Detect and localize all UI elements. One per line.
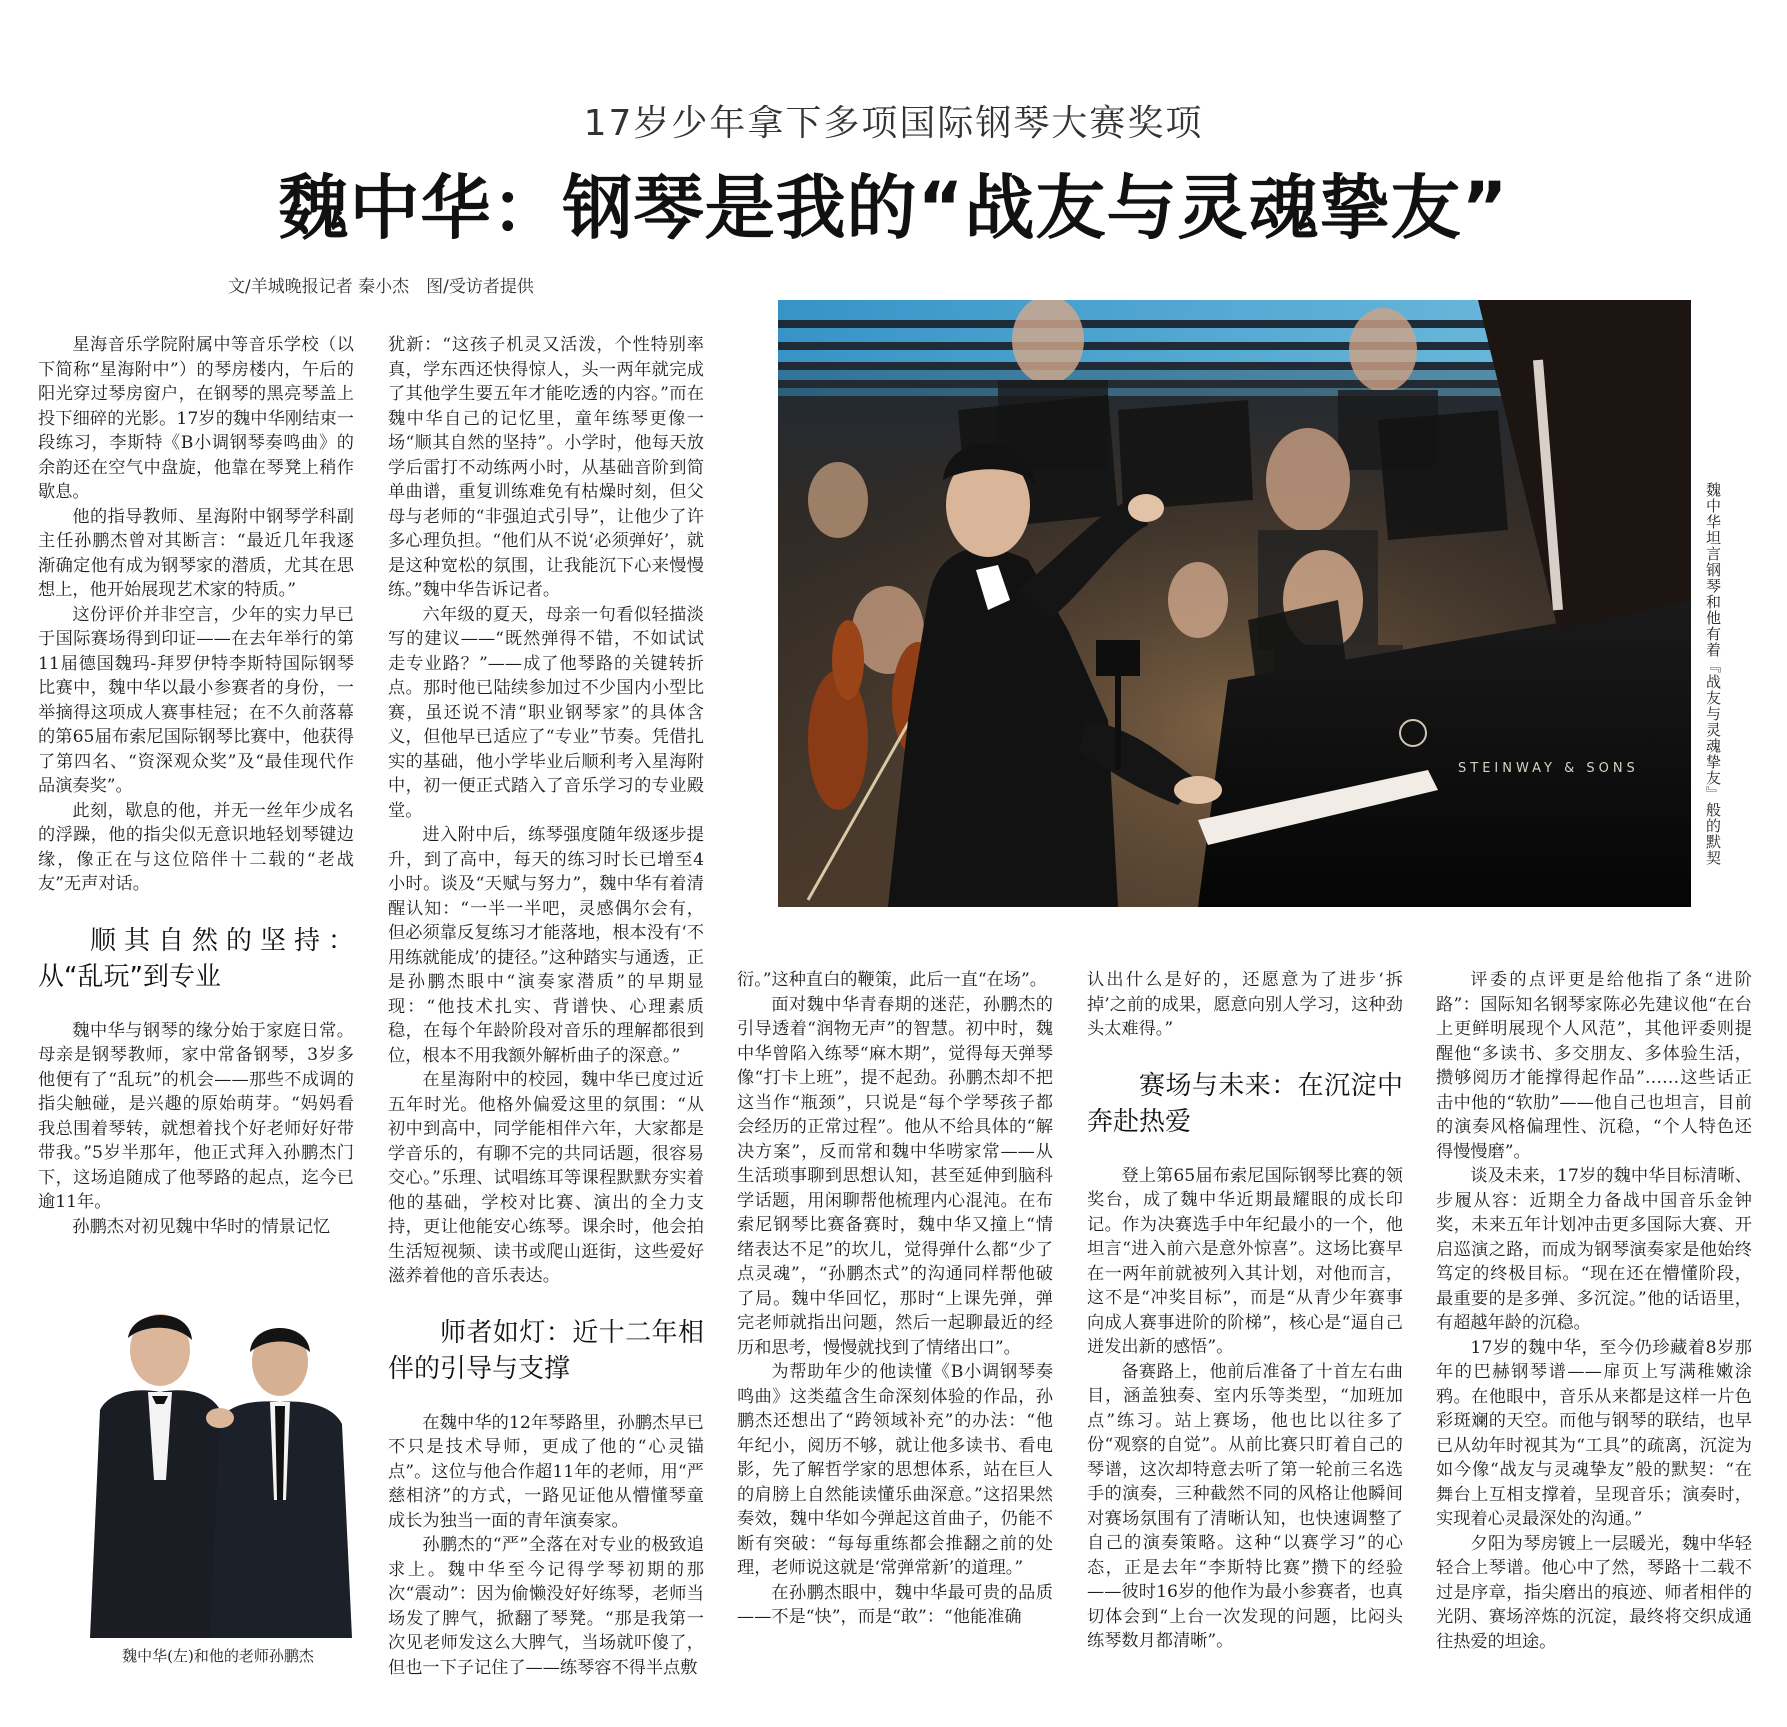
paragraph: 六年级的夏天，母亲一句看似轻描淡写的建议——“既然弹得不错，不如试试走专业路？”——成了他琴路的关键转折点。那时他已陆续参加过不少国内小型比赛，虽还说不清“职业钢琴家”的具体含义，但他早已适应了“专业”节奏。凭借扎实的基础，他小学毕业后顺利考入星海附中，初一便正式踏入了音乐学习的专业殿堂。: [388, 604, 704, 821]
section-heading: 赛场与未来：在沉淀中奔赴热爱: [1087, 1070, 1403, 1137]
paragraph: 这份评价并非空言，少年的实力早已于国际赛场得到印证——在去年举行的第11届德国魏玛-拜罗伊特李斯特国际钢琴比赛中，魏中华以最小参赛者的身份，一举摘得这项成人赛事桂冠；在不久前落幕的第65届布索尼国际钢琴比赛中，他获得了第四名、“资深观众奖”及“最佳现代作品演奏奖”。: [38, 604, 354, 796]
paragraph: 评委的点评更是给他指了条“进阶路”：国际知名钢琴家陈必先建议他“在台上更鲜明展现个人风范”，其他评委则提醒他“多读书、多交朋友、多体验生活，攒够阅历才能撑得起作品”……这些话正击中他的“软肋”——他自己也坦言，目前的演奏风格偏理性、沉稳，“个人特色还得慢慢磨”。: [1436, 970, 1752, 1162]
paragraph: 在魏中华的12年琴路里，孙鹏杰早已不只是技术导师，更成了他的“心灵锚点”。这位与他合作超11年的老师，用“严慈相济”的方式，一路见证他从懵懂琴童成长为独当一面的青年演奏家。: [388, 1412, 704, 1531]
article-headline: 魏中华：钢琴是我的“战友与灵魂挚友”: [278, 167, 1509, 249]
article-column-1: [38, 333, 354, 1239]
article-column-3: [737, 968, 1053, 1630]
paragraph: 他的指导教师、星海附中钢琴学科副主任孙鹏杰曾对其断言：“最近几年我逐渐确定他有成为钢琴家的潜质，尤其在思想上，他开始展现艺术家的特质。”: [38, 506, 354, 600]
main-photo: [778, 300, 1691, 907]
paragraph: 此刻，歇息的他，并无一丝年少成名的浮躁，他的指尖似无意识地轻划琴键边缘，像正在与这位陪伴十二载的“老战友”无声对话。: [38, 800, 354, 894]
paragraph: 星海音乐学院附属中等音乐学校（以下简称“星海附中”）的琴房楼内，午后的阳光穿过琴房窗户，在钢琴的黑亮琴盖上投下细碎的光影。17岁的魏中华刚结束一段练习，李斯特《B小调钢琴奏鸣曲》的余韵还在空气中盘旋，他靠在琴凳上稍作歇息。: [38, 335, 354, 502]
article-column-5: [1436, 968, 1752, 1654]
paragraph: 为帮助年少的他读懂《B小调钢琴奏鸣曲》这类蕴含生命深刻体验的作品，孙鹏杰还想出了“跨领域补充”的办法：“他年纪小，阅历不够，就让他多读书、看电影，先了解哲学家的思想体系，站在巨人的肩膀上自然能读懂乐曲深意。”这招果然奏效，魏中华如今弹起这首曲子，仍能不断有突破：“每每重练都会推翻之前的处理，老师说这就是‘常弹常新’的道理。”: [737, 1362, 1053, 1578]
paragraph: 登上第65届布索尼国际钢琴比赛的领奖台，成了魏中华近期最耀眼的成长印记。作为决赛选手中年纪最小的一个，他坦言“进入前六是意外惊喜”。这场比赛早在一两年前就被列入其计划，对他而言，这不是“冲奖目标”，而是“从青少年赛事向成人赛事进阶的阶梯”，核心是“逼自己迸发出新的感悟”。: [1087, 1165, 1403, 1357]
main-photo-caption: 魏中华坦言钢琴和他有着『战友与灵魂挚友』般的默契: [1704, 482, 1722, 866]
paragraph: 衍。”这种直白的鞭策，此后一直“在场”。: [737, 970, 1047, 990]
article-kicker: 17岁少年拿下多项国际钢琴大赛奖项: [583, 103, 1204, 144]
paragraph: 夕阳为琴房镀上一层暖光，魏中华轻轻合上琴谱。他心中了然，琴路十二载不过是序章，指尖磨出的痕迹、师者相伴的光阴、赛场淬炼的沉淀，最终将交织成通往热爱的坦途。: [1436, 1533, 1752, 1652]
portrait-photo-caption: 魏中华(左)和他的老师孙鹏杰: [122, 1647, 314, 1665]
portrait-photo: [80, 1300, 356, 1638]
article-column-2: [388, 333, 704, 1680]
paragraph: 认出什么是好的，还愿意为了进步‘拆掉’之前的成果，愿意向别人学习，这种劲头太难得。”: [1087, 970, 1403, 1039]
section-heading: 顺其自然的坚持：从“乱玩”到专业: [38, 925, 354, 992]
article-column-4: [1087, 968, 1403, 1654]
article-byline: 文/羊城晚报记者 秦小杰 图/受访者提供: [228, 277, 534, 297]
paragraph: 谈及未来，17岁的魏中华目标清晰、步履从容：近期全力备战中国音乐金钟奖，未来五年计划冲击更多国际大赛、开启巡演之路，而成为钢琴演奏家是他始终笃定的终极目标。“现在还在懵懂阶段，最重要的是多弹、多沉淀。”他的话语里，有超越年龄的沉稳。: [1436, 1166, 1752, 1333]
paragraph: 面对魏中华青春期的迷茫，孙鹏杰的引导透着“润物无声”的智慧。初中时，魏中华曾陷入练琴“麻木期”，觉得每天弹琴像“打卡上班”，提不起劲。孙鹏杰却不把这当作“瓶颈”，只说是“每个学琴孩子都会经历的正常过程”。他从不给具体的“解决方案”，反而常和魏中华唠家常——从生活琐事聊到思想认知，甚至延伸到脑科学话题，用闲聊帮他梳理内心混沌。在布索尼钢琴比赛备赛时，魏中华又撞上“情绪表达不足”的坎儿，觉得弹什么都“少了点灵魂”，“孙鹏杰式”的沟通同样帮他破了局。魏中华回忆，那时“上课先弹，弹完老师就指出问题，然后一起聊最近的经历和思考，慢慢就找到了情绪出口”。: [737, 994, 1053, 1358]
paragraph: 在星海附中的校园，魏中华已度过近五年时光。他格外偏爱这里的氛围：“从初中到高中，同学能相伴六年，大家都是学音乐的，有聊不完的共同话题，很容易交心。”乐理、试唱练耳等课程默默夯实着他的基础，学校对比赛、演出的全力支持，更让他能安心练琴。课余时，他会拍生活短视频、读书或爬山逛街，这些爱好滋养着他的音乐表达。: [388, 1070, 704, 1286]
piano-brand-text: STEINWAY & SONS: [1458, 761, 1639, 776]
paragraph: 进入附中后，练琴强度随年级逐步提升，到了高中，每天的练习时长已增至4小时。谈及“天赋与努力”，魏中华有着清醒认知：“一半一半吧，灵感偶尔会有，但必须靠反复练习才能落地，根本没有‘不用练就能成’的捷径。”这种踏实与通透，正是孙鹏杰眼中“演奏家潜质”的早期显现：“他技术扎实、背谱快、心理素质稳，在每个年龄阶段对音乐的理解都很到位，根本不用我额外解析曲子的深意。”: [388, 825, 704, 1066]
paragraph: 孙鹏杰对初见魏中华时的情景记忆: [72, 1216, 331, 1237]
paragraph: 魏中华与钢琴的缘分始于家庭日常。母亲是钢琴教师，家中常备钢琴，3岁多他便有了“乱玩”的机会——那些不成调的指尖触碰，是兴趣的原始萌芽。“妈妈看我总围着琴转，就想着找个好老师好好带带我。”5岁半那年，他正式拜入孙鹏杰门下，这场追随成了他琴路的起点，迄今已逾11年。: [38, 1020, 354, 1212]
paragraph: 孙鹏杰的“严”全落在对专业的极致追求上。魏中华至今记得学琴初期的那次“震动”：因为偷懒没好好练琴，老师当场发了脾气，掀翻了琴凳。“那是我第一次见老师发这么大脾气，当场就吓傻了，但也一下子记住了——练琴容不得半点敷: [388, 1535, 704, 1678]
paragraph: 在孙鹏杰眼中，魏中华最可贵的品质——不是“快”，而是“敢”：“他能准确: [737, 1582, 1053, 1627]
paragraph: 犹新：“这孩子机灵又活泼，个性特别率真，学东西还快得惊人，头一两年就完成了其他学生要五年才能吃透的内容。”而在魏中华自己的记忆里，童年练琴更像一场“顺其自然的坚持”。小学时，他每天放学后雷打不动练两小时，从基础音阶到简单曲谱，重复训练难免有枯燥时刻，但父母与老师的“非强迫式引导”，让他少了许多心理负担。“他们从不说‘必须弹好’，就是这种宽松的氛围，让我能沉下心来慢慢练。”魏中华告诉记者。: [388, 335, 704, 600]
paragraph: 17岁的魏中华，至今仍珍藏着8岁那年的巴赫钢琴谱——扉页上写满稚嫩涂鸦。在他眼中，音乐从来都是这样一片色彩斑斓的天空。而他与钢琴的联结，也早已从幼年时视其为“工具”的疏离，沉淀为如今像“战友与灵魂挚友”般的默契：“在舞台上互相支撑着，呈现音乐；演奏时，实现着心灵最深处的沟通。”: [1436, 1337, 1752, 1529]
section-heading: 师者如灯：近十二年相伴的引导与支撑: [388, 1317, 704, 1384]
paragraph: 备赛路上，他前后准备了十首左右曲目，涵盖独奏、室内乐等类型，“加班加点”练习。站上赛场，他也比以往多了份“观察的自觉”。从前比赛只盯着自己的琴谱，这次却特意去听了第一轮前三名选手的演奏，三种截然不同的风格让他瞬间对赛场氛围有了清晰认知，也快速调整了自己的演奏策略。这种“以赛学习”的心态，正是去年“李斯特比赛”攒下的经验——彼时16岁的他作为最小参赛者，也真切体会到“上台一次发现的问题，比闷头练琴数月都清晰”。: [1087, 1361, 1403, 1651]
